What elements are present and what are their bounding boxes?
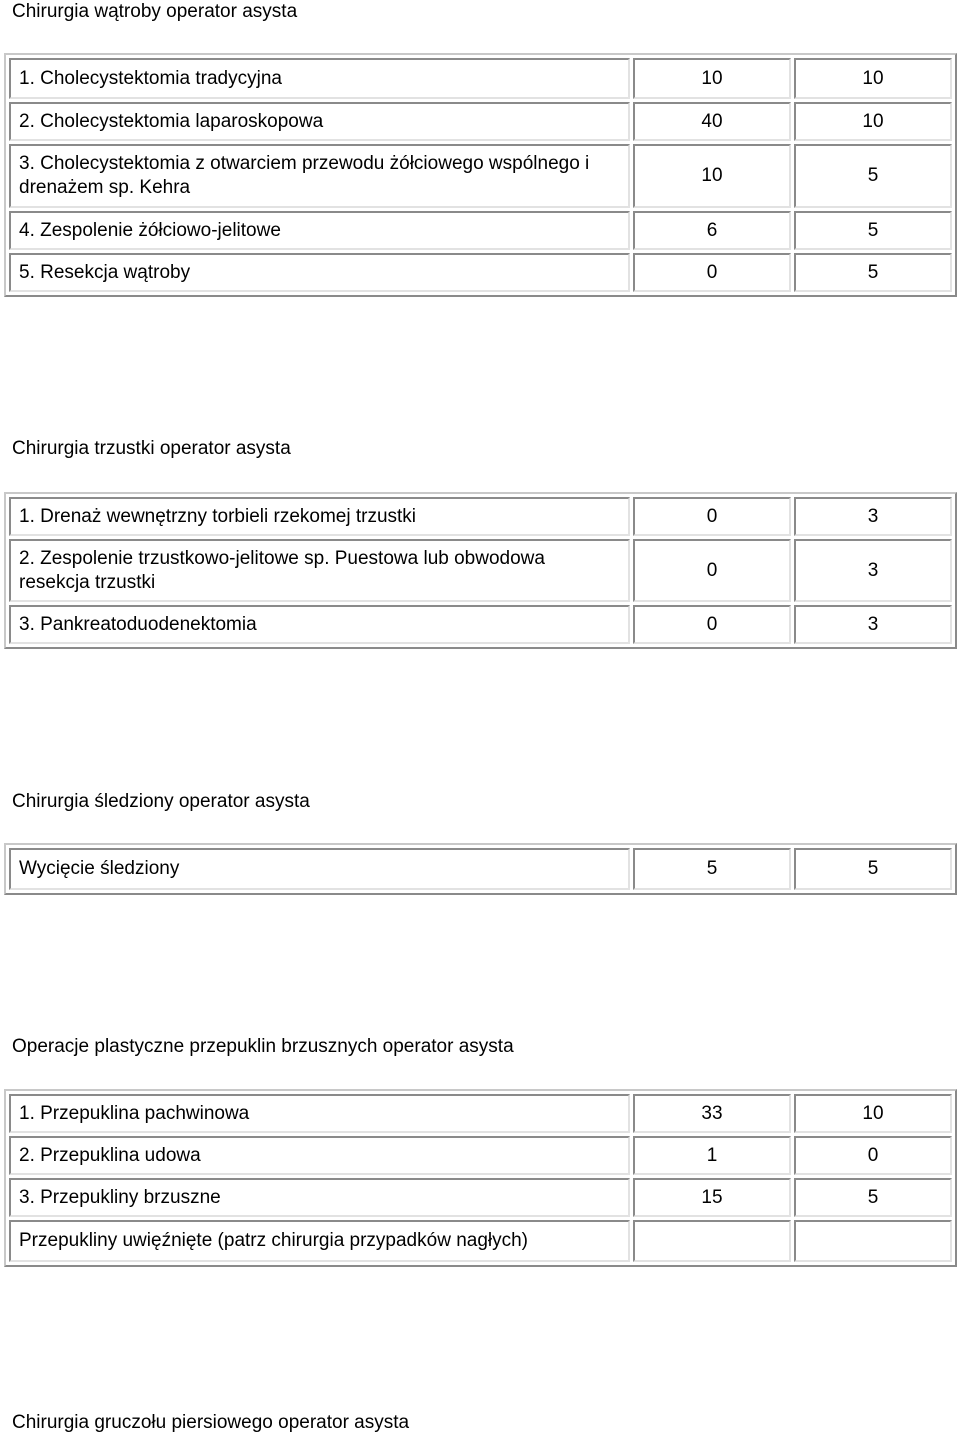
liver-surgery-table <box>4 53 957 297</box>
table-row <box>9 1178 952 1217</box>
table-row <box>9 848 952 890</box>
assist-count-cell: 3 <box>794 497 952 536</box>
operator-count-cell: 10 <box>633 144 791 208</box>
operator-count-cell: 0 <box>633 539 791 602</box>
operator-count-cell: 1 <box>633 1136 791 1175</box>
operator-count-cell: 6 <box>633 211 791 250</box>
operator-count-cell: 5 <box>633 848 791 890</box>
procedure-cell: 2. Przepuklina udowa <box>9 1136 630 1175</box>
spleen-surgery-table <box>4 843 957 895</box>
table-row <box>9 253 952 292</box>
assist-count-cell: 5 <box>794 848 952 890</box>
procedure-cell: Wycięcie śledziony <box>9 848 630 890</box>
table-row <box>9 1094 952 1133</box>
table-row <box>9 58 952 99</box>
table-row <box>9 539 952 602</box>
operator-count-cell: 10 <box>633 58 791 99</box>
hernia-surgery-table <box>4 1089 957 1267</box>
assist-count-cell: 3 <box>794 605 952 644</box>
section-title-pancreas: Chirurgia trzustki operator asysta <box>12 438 291 459</box>
table-row <box>9 605 952 644</box>
operator-count-cell <box>633 1220 791 1262</box>
pancreas-surgery-table <box>4 492 957 649</box>
assist-count-cell: 3 <box>794 539 952 602</box>
assist-count-cell: 10 <box>794 58 952 99</box>
operator-count-cell: 15 <box>633 1178 791 1217</box>
assist-count-cell: 10 <box>794 1094 952 1133</box>
assist-count-cell <box>794 1220 952 1262</box>
assist-count-cell: 5 <box>794 253 952 292</box>
section-title-hernia: Operacje plastyczne przepuklin brzusznych operator asysta <box>12 1036 514 1057</box>
procedure-cell: 1. Przepuklina pachwinowa <box>9 1094 630 1133</box>
table-row <box>9 144 952 208</box>
procedure-cell: 3. Przepukliny brzuszne <box>9 1178 630 1217</box>
operator-count-cell: 0 <box>633 497 791 536</box>
procedure-cell: 4. Zespolenie żółciowo-jelitowe <box>9 211 630 250</box>
table-row <box>9 1220 952 1262</box>
operator-count-cell: 0 <box>633 253 791 292</box>
table-row <box>9 1136 952 1175</box>
procedure-cell: 1. Drenaż wewnętrzny torbieli rzekomej trzustki <box>9 497 630 536</box>
table-row <box>9 211 952 250</box>
operator-count-cell: 0 <box>633 605 791 644</box>
assist-count-cell: 10 <box>794 102 952 141</box>
operator-count-cell: 33 <box>633 1094 791 1133</box>
procedure-cell: 5. Resekcja wątroby <box>9 253 630 292</box>
assist-count-cell: 5 <box>794 144 952 208</box>
procedure-cell: 1. Cholecystektomia tradycyjna <box>9 58 630 99</box>
section-title-spleen: Chirurgia śledziony operator asysta <box>12 791 310 812</box>
assist-count-cell: 5 <box>794 1178 952 1217</box>
operator-count-cell: 40 <box>633 102 791 141</box>
assist-count-cell: 0 <box>794 1136 952 1175</box>
assist-count-cell: 5 <box>794 211 952 250</box>
procedure-cell: 3. Pankreatoduodenektomia <box>9 605 630 644</box>
procedure-cell: Przepukliny uwięźnięte (patrz chirurgia przypadków nagłych) <box>9 1220 630 1262</box>
procedure-cell: 3. Cholecystektomia z otwarciem przewodu żółciowego wspólnego i drenażem sp. Kehra <box>9 144 630 208</box>
section-title-liver: Chirurgia wątroby operator asysta <box>12 1 298 22</box>
section-title-breast: Chirurgia gruczołu piersiowego operator asysta <box>12 1412 410 1433</box>
procedure-cell: 2. Cholecystektomia laparoskopowa <box>9 102 630 141</box>
procedure-cell: 2. Zespolenie trzustkowo-jelitowe sp. Puestowa lub obwodowa resekcja trzustki <box>9 539 630 602</box>
table-row <box>9 102 952 141</box>
table-row <box>9 497 952 536</box>
